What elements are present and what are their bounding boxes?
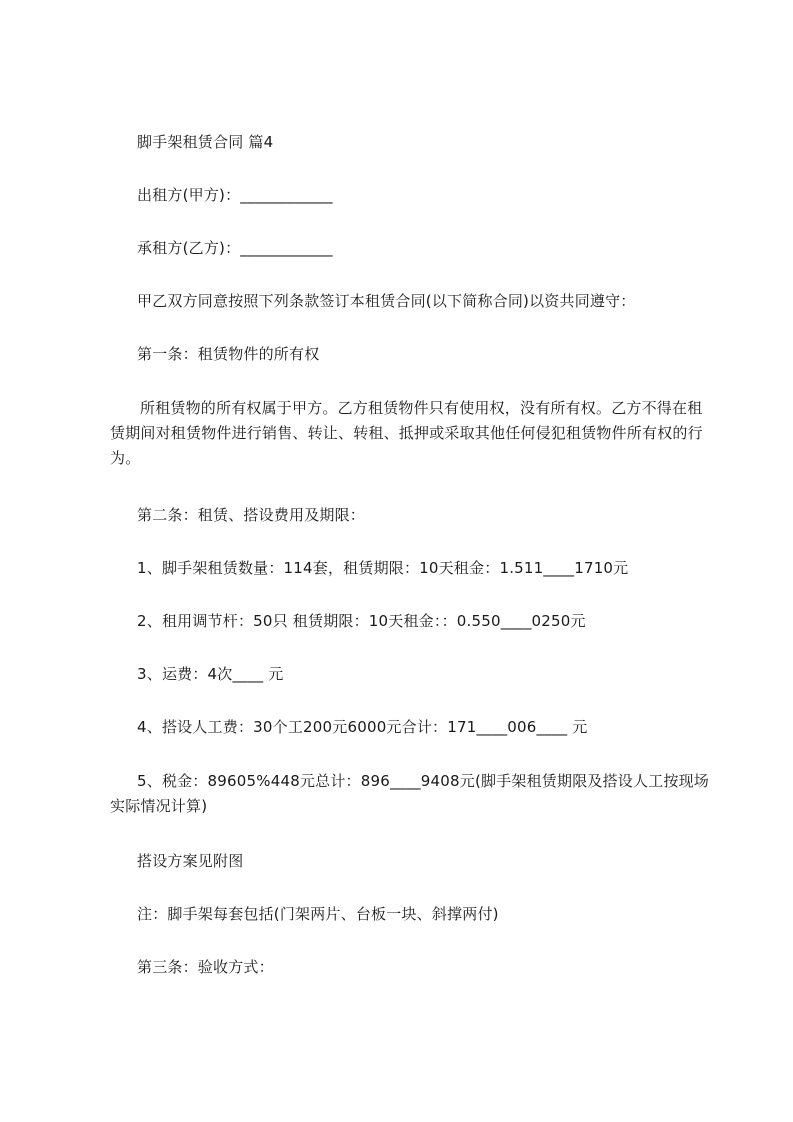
document-title: 脚手架租赁合同 篇4 (137, 133, 274, 151)
lessor-line: 出租方(甲方)：____________ (137, 186, 333, 204)
article-2-heading: 第二条：租赁、搭设费用及期限： (137, 506, 366, 524)
article-1-heading: 第一条：租赁物件的所有权 (137, 345, 320, 363)
article-3-heading: 第三条：验收方式： (137, 958, 274, 976)
lessee-line: 承租方(乙方)：____________ (137, 239, 333, 257)
article-1-body: 所租赁物的所有权属于甲方。乙方租赁物件只有使用权，没有所有权。乙方不得在租赁期间对租赁物件进行销售、转让、转租、抵押或采取其他任何侵犯租赁物件所有权的行为。 (110, 399, 703, 467)
plan-note: 搭设方案见附图 (137, 852, 244, 870)
remark: 注：脚手架每套包括(门架两片、台板一块、斜撑两付) (137, 905, 499, 923)
fee-item-3: 3、运费：4次____ 元 (137, 665, 284, 683)
fee-item-5: 5、税金：89605%448元总计：896____9408元(脚手架租赁期限及搭设人工按现场实际情况计算) (110, 772, 710, 815)
preamble: 甲乙双方同意按照下列条款签订本租赁合同(以下简称合同)以资共同遵守： (137, 292, 636, 310)
fee-item-1: 1、脚手架租赁数量：114套，租赁期限：10天租金：1.511____1710元 (137, 559, 629, 577)
fee-item-4: 4、搭设人工费：30个工200元6000元合计：171____006____ 元 (137, 718, 588, 736)
fee-item-2: 2、租用调节杆：50只 租赁期限：10天租金：：0.550____0250元 (137, 612, 586, 630)
